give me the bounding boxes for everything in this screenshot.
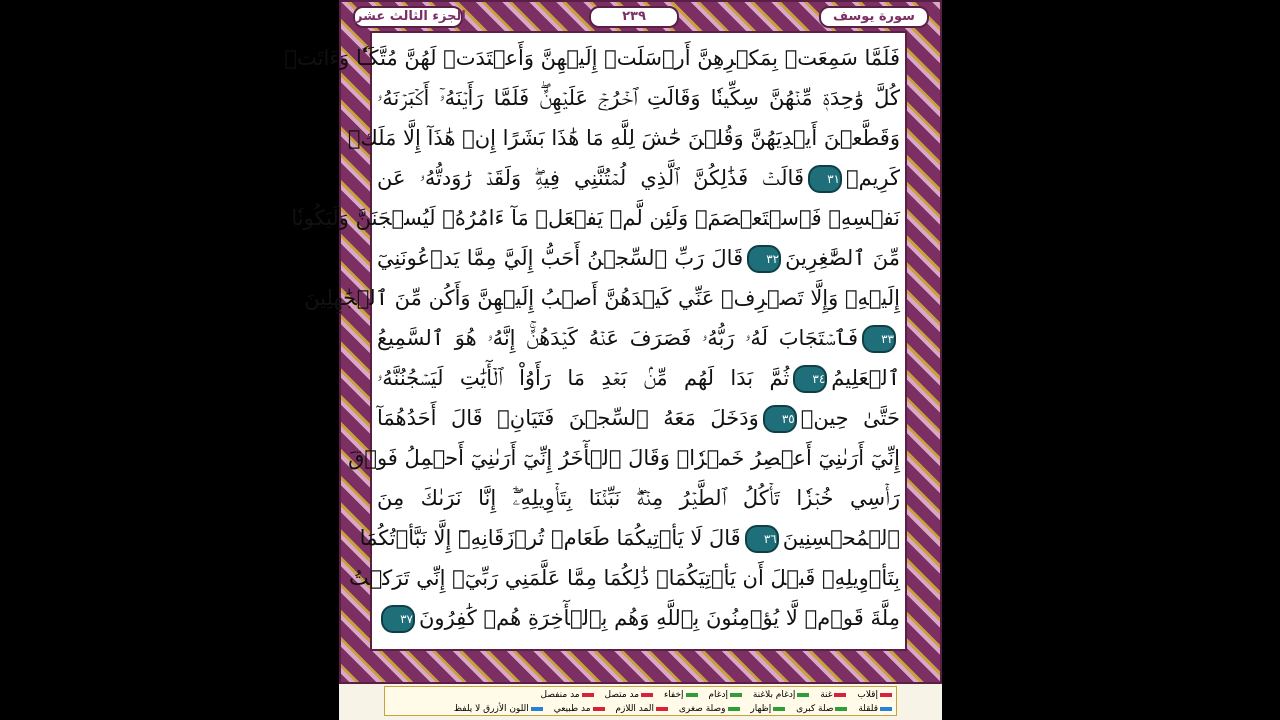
text-line: إِلَيۡهِۖ وَإِلَّا تَصۡرِفۡ عَنِّي كَيۡدَهُنَّ أَصۡبُ إِلَيۡهِنَّ وَأَكُن مِّنَ ٱلۡجَٰهِلِينَ: [304, 286, 900, 310]
ayah-marker: ٣٥: [763, 405, 797, 433]
text-line: بِتَأۡوِيلِهِۦ قَبۡلَ أَن يَأۡتِيَكُمَاۚ ذَٰلِكُمَا مِمَّا عَلَّمَنِي رَبِّيٓۚ إِنِّي تَرَكۡتُ: [348, 566, 900, 590]
legend-item: اللون الأزرق لا يلفظ: [454, 702, 543, 716]
text-line: وَقَطَّعۡنَ أَيۡدِيَهُنَّ وَقُلۡنَ حَٰشَ لِلَّهِ مَا هَٰذَا بَشَرًا إِنۡ هَٰذَآ إِلَّا مَلَكٞ: [347, 126, 900, 150]
text-line: فَلَمَّا سَمِعَتۡ بِمَكۡرِهِنَّ أَرۡسَلَتۡ إِلَيۡهِنَّ وَأَعۡتَدَتۡ لَهُنَّ مُتَّكَـٔٗا وَءَاتَتۡ: [284, 46, 900, 70]
text-line: كَرِيمٞ٣١قَالَتۡ فَذَٰلِكُنَّ ٱلَّذِي لُمۡتُنَّنِي فِيهِۖ وَلَقَدۡ رَٰوَدتُّهُۥ عَن: [377, 158, 900, 198]
text-line: ٱلۡعَلِيمُ٣٤ثُمَّ بَدَا لَهُم مِّنۢ بَعۡدِ مَا رَأَوُاْ ٱلۡأٓيَٰتِ لَيَسۡجُنُنَّهُۥ: [377, 358, 900, 398]
text-line: إِنِّيٓ أَرَىٰنِيٓ أَعۡصِرُ خَمۡرٗاۖ وَقَالَ ٱلۡأٓخَرُ إِنِّيٓ أَرَىٰنِيٓ أَحۡمِلُ فَوۡقَ: [348, 446, 900, 470]
text-line: مِلَّةَ قَوۡمٖ لَّا يُؤۡمِنُونَ بِٱللَّهِ وَهُم بِٱلۡأٓخِرَةِ هُمۡ كَٰفِرُونَ٣٧: [377, 598, 900, 638]
legend-row: [387, 688, 892, 702]
legend-item: صلة كبرى: [796, 702, 847, 716]
legend-item: مد منفصل: [541, 688, 594, 702]
ayah-marker: ٣٣: [862, 325, 896, 353]
legend-item: قلقلة: [858, 702, 892, 716]
page-number: ٢٣٩: [589, 6, 679, 28]
legend-item: إقلاب: [857, 688, 892, 702]
ayah-marker: ٣١: [808, 165, 842, 193]
juz-label: الجزء الثالث عشر: [353, 6, 463, 28]
text-line: ٱلۡمُحۡسِنِينَ٣٦قَالَ لَا يَأۡتِيكُمَا طَعَامٞ تُرۡزَقَانِهِۦٓ إِلَّا نَبَّأۡتُكُمَا: [377, 518, 900, 558]
quran-text: [284, 38, 901, 645]
legend-item: غنة: [820, 688, 846, 702]
ayah-marker: ٣٦: [745, 525, 779, 553]
legend-item: وصلة صغرى: [679, 702, 740, 716]
legend-item: إدغام بلاغنة: [753, 688, 810, 702]
text-line: رَأۡسِي خُبۡزٗا تَأۡكُلُ ٱلطَّيۡرُ مِنۡهُۖ نَبِّئۡنَا بِتَأۡوِيلِهِۦٓۖ إِنَّا نَرَىٰكَ مِنَ: [377, 486, 900, 510]
legend-item: إدغام: [708, 688, 742, 702]
ayah-marker: ٣٤: [793, 365, 827, 393]
legend-item: إظهار: [750, 702, 785, 716]
text-line: نَفۡسِهِۦ فَٱسۡتَعۡصَمَۖ وَلَئِن لَّمۡ يَفۡعَلۡ مَآ ءَامُرُهُۥ لَيُسۡجَنَنَّ وَلَيَكُونٗا: [291, 206, 900, 230]
surah-title: سورة يوسف: [819, 6, 929, 28]
ayah-marker: ٣٧: [381, 605, 415, 633]
page-header: [339, 2, 942, 32]
legend-item: إخفاء: [664, 688, 698, 702]
text-line: حَتَّىٰ حِينٖ٣٥وَدَخَلَ مَعَهُ ٱلسِّجۡنَ فَتَيَانِۖ قَالَ أَحَدُهُمَآ: [377, 398, 900, 438]
mushaf-page: [284, 0, 942, 720]
text-line: مِّنَ ٱلصَّٰغِرِينَ٣٢قَالَ رَبِّ ٱلسِّجۡنُ أَحَبُّ إِلَيَّ مِمَّا يَدۡعُونَنِيٓ: [377, 238, 900, 278]
legend-item: المد اللازم: [615, 702, 668, 716]
legend-item: مد متصل: [605, 688, 654, 702]
legend-item: مد طبيعي: [554, 702, 605, 716]
text-line: ٣٣فَٱسۡتَجَابَ لَهُۥ رَبُّهُۥ فَصَرَفَ عَنۡهُ كَيۡدَهُنَّۚ إِنَّهُۥ هُوَ ٱلسَّمِيعُ: [377, 318, 900, 358]
tajweed-legend: [384, 686, 897, 716]
ayah-marker: ٣٢: [747, 245, 781, 273]
legend-row: [387, 702, 892, 716]
text-line: كُلَّ وَٰحِدَةٖ مِّنۡهُنَّ سِكِّينٗا وَقَالَتِ ٱخۡرُجۡ عَلَيۡهِنَّۖ فَلَمَّا رَأَيۡنَهُۥٓ أَكۡبَرۡنَهُۥ: [377, 86, 900, 110]
